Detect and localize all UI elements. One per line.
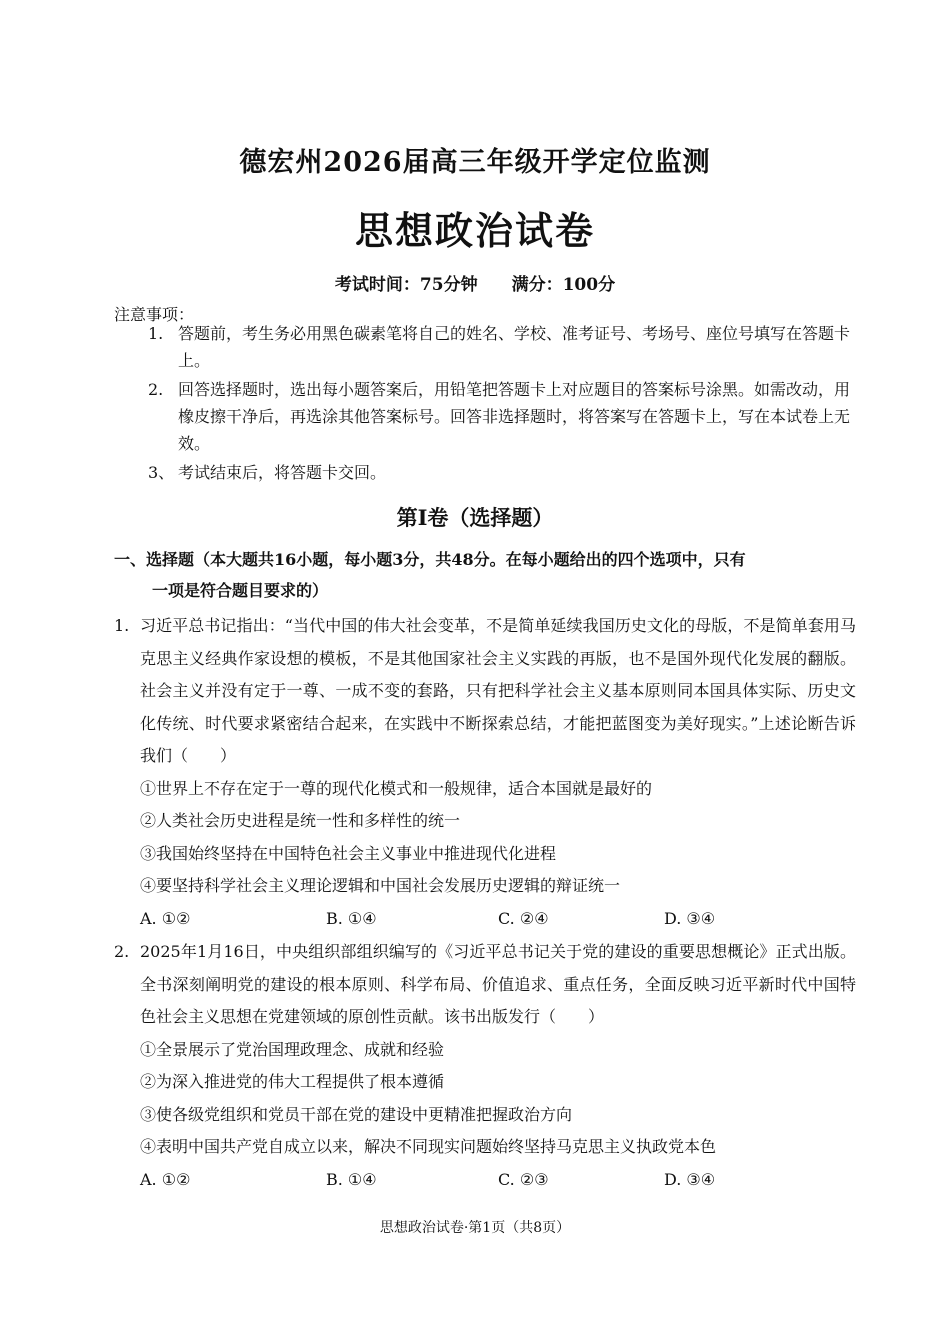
choice-a: A. ①② [140,1169,191,1189]
choice-c: C. ②③ [498,1169,549,1189]
question-stem-text: 2025年1月16日，中央组织部组织编写的《习近平总书记关于党的建设的重要思想概论》正式出版。全书深刻阐明党的建设的根本原则、科学布局、价值追求、重点任务，全面反映习近平新时代中国特色社会主义思想在党建领域的原创性贡献。该书出版发行（ ） [140,942,856,1026]
part-instructions-tail: 一项是符合题目要求的） [152,581,329,600]
question-option: ④要坚持科学社会主义理论逻辑和中国社会发展历史逻辑的辩证统一 [140,876,621,895]
notice-item-text: 回答选择题时，选出每小题答案后，用铅笔把答题卡上对应题目的答案标号涂黑。如需改动，用橡皮擦干净后，再选涂其他答案标号。回答非选择题时，将答案写在答题卡上，写在本试卷上无效。 [178,380,851,453]
part-instructions-head: 一、选择题（本大题共16小题，每小题3分，共48分。在每小题给出的四个选项中，只有 [114,550,746,569]
notice-item [148,376,858,457]
question-2 [114,936,856,1196]
notice-item-text: 答题前，考生务必用黑色碳素笔将自己的姓名、学校、准考证号、考场号、座位号填写在答题卡上。 [178,324,851,370]
choice-c: C. ②④ [498,908,549,928]
choice-d: D. ③④ [664,1169,716,1189]
section-title: 第Ⅰ卷（选择题） [396,505,554,530]
choice-a: A. ①② [140,908,191,928]
notice-item [148,459,858,486]
question-option: ②人类社会历史进程是统一性和多样性的统一 [140,811,461,830]
part-instructions [114,544,854,606]
answer-choices [140,903,856,935]
answer-choices [140,1164,856,1196]
exam-score: 满分：100分 [511,275,616,295]
notice-item-number: 2. [148,380,164,399]
question-option: ④表明中国共产党自成立以来，解决不同现实问题始终坚持马克思主义执政党本色 [140,1137,717,1156]
subject-title: 思想政治试卷 [354,208,595,253]
question-option: ①世界上不存在定于一尊的现代化模式和一般规律，适合本国就是最好的 [140,778,653,798]
question-option: ②为深入推进党的伟大工程提供了根本遵循 [140,1072,445,1091]
notice-heading: 注意事项： [114,305,195,324]
notice-item-number: 1. [148,324,164,343]
question-stem [114,610,856,773]
question-number: 2. [114,942,130,961]
notice-list [148,320,858,488]
notice-item-number: 3、 [148,463,175,482]
question-1 [114,610,856,935]
question-option: ①全景展示了党治国理政理念、成就和经验 [140,1039,445,1059]
exam-time: 考试时间：75分钟 [334,275,478,295]
choice-b: B. ①④ [326,1169,377,1189]
question-option: ③我国始终坚持在中国特色社会主义事业中推进现代化进程 [140,843,557,863]
page-footer: 思想政治试卷·第1页（共8页） [379,1220,571,1236]
notice-item-text: 考试结束后，将答题卡交回。 [178,463,387,482]
exam-meta [0,270,950,295]
choice-d: D. ③④ [664,908,716,928]
question-stem [114,936,856,1034]
question-option: ③使各级党组织和党员干部在党的建设中更精准把握政治方向 [140,1104,573,1124]
exam-title: 德宏州2026届高三年级开学定位监测 [239,147,711,178]
notice-item [148,320,858,374]
question-stem-text: 习近平总书记指出：“当代中国的伟大社会变革，不是简单延续我国历史文化的母版，不是简单套用马克思主义经典作家设想的模板，不是其他国家社会主义实践的再版，也不是国外现代化发展的翻版。社会主义并没有定于一尊、一成不变的套路，只有把科学社会主义基本原则同本国具体实际、历史文化传统、时代要求紧密结合起来，在实践中不断探索总结，才能把蓝图变为美好现实。”上述论断告诉我们（ ） [140,616,856,765]
question-number: 1. [114,616,130,635]
choice-b: B. ①④ [326,908,377,928]
